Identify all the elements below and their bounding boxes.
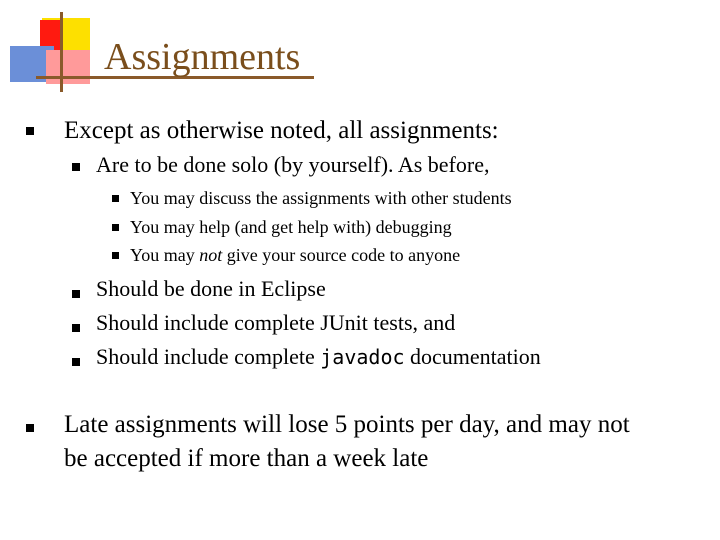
bullet-marker — [112, 224, 119, 231]
bullet-item-late-line1: Late assignments will lose 5 points per day, and may not — [64, 411, 630, 438]
bullet-marker — [112, 195, 119, 202]
bullet-marker — [72, 163, 80, 171]
sub-item-junit: Should include complete JUnit tests, and — [96, 310, 456, 335]
sub-item-solo: Are to be done solo (by yourself). As before, — [96, 152, 490, 177]
subsub-item-help: You may help (and get help with) debugging — [130, 217, 452, 237]
bullet-item-late-line2: be accepted if more than a week late — [64, 445, 429, 472]
bullet-marker — [72, 290, 80, 298]
text-fragment: documentation — [404, 344, 541, 369]
bullet-marker — [72, 324, 80, 332]
emphasis-not: not — [199, 245, 223, 265]
bullet-marker — [26, 127, 34, 135]
sub-item-javadoc — [96, 340, 541, 374]
sub-item-eclipse: Should be done in Eclipse — [96, 276, 326, 301]
text-fragment: give your source code to anyone — [222, 245, 461, 265]
bullet-marker — [112, 252, 119, 259]
slide-title: Assignments — [104, 36, 301, 78]
code-javadoc: javadoc — [320, 345, 405, 369]
bullet-marker — [26, 424, 34, 432]
subsub-item-discuss: You may discuss the assignments with other students — [130, 188, 512, 208]
text-fragment: You may — [130, 245, 200, 265]
bullet-item-assignments: Except as otherwise noted, all assignments: — [64, 117, 499, 144]
vertical-rule — [60, 12, 63, 92]
subsub-item-not-give — [130, 241, 460, 269]
text-fragment: Should include complete — [96, 344, 321, 369]
bullet-marker — [72, 358, 80, 366]
